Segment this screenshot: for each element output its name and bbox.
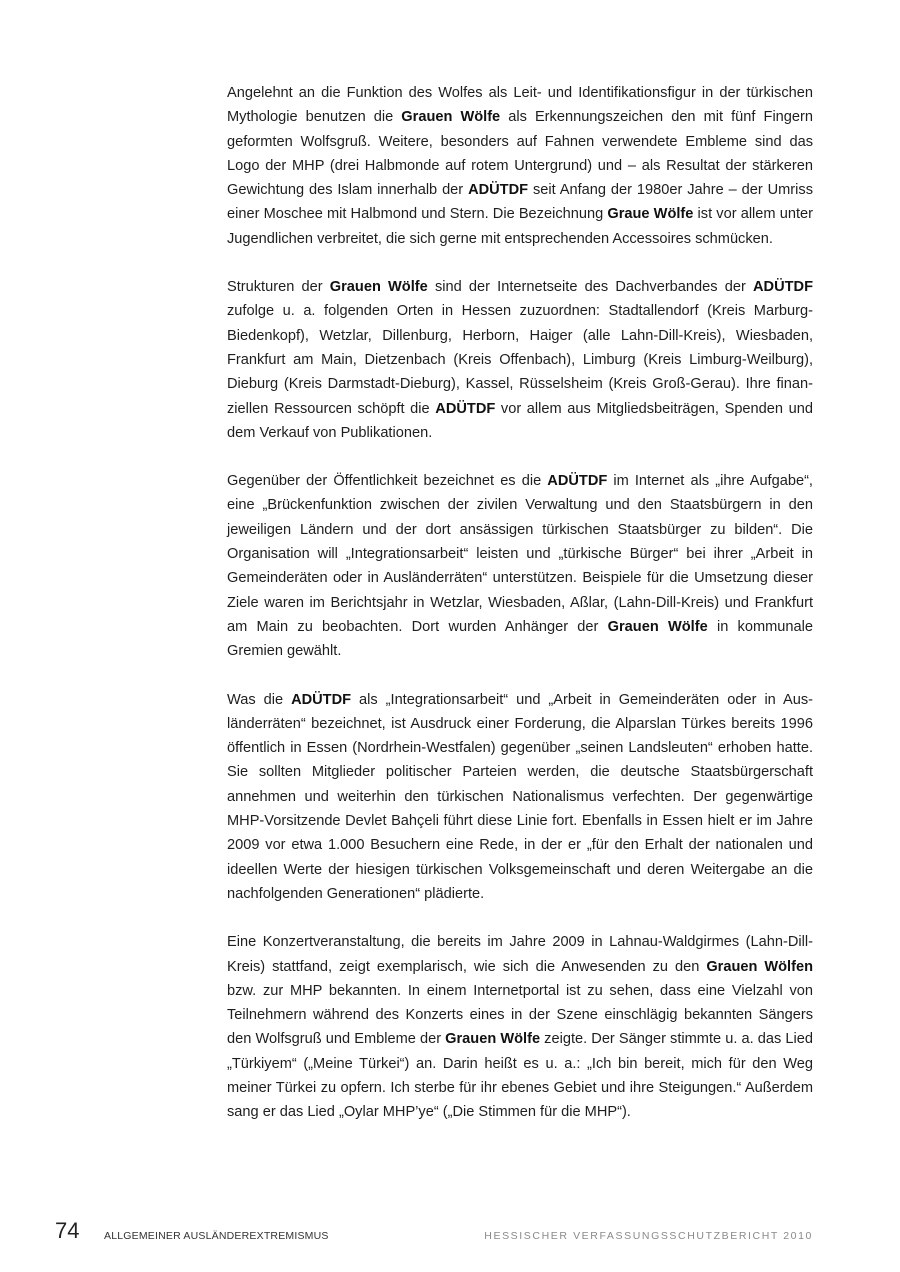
text-run: Angelehnt an die Funktion des Wolfes als Leit- und Identifikationsfigur in der türkischen Mythologie benutzen die <box>227 85 813 126</box>
paragraph <box>227 275 813 445</box>
text-run: bzw. zur MHP bekannten. In einem Internetportal ist zu sehen, dass eine Vielzahl von Teilnehmern während des Konzerts eines in der Szene einschlägig bekannten Sängers den Wolfsgruß und Embleme der <box>227 982 813 1048</box>
bold-term: Graue Wölfe <box>607 206 694 223</box>
text-run: zeigte. Der Sänger stimmte u. a. das Lied „Türkiyem“ („Meine Türkei“) an. Darin heißt es u. a.: „Ich bin bereit, mich für den Weg meiner Türkei zu opfern. Ich sterbe für ihr ebenes Gebiet und ihre Steigungen.“ Außerdem sang er das Lied „Oylar MHP’ye“ („Die Stimmen für die MHP“). <box>227 1031 813 1121</box>
text-run: ist vor allem unter Jugendlichen verbreitet, die sich gerne mit entsprechenden Accessoires schmücken. <box>227 206 813 247</box>
section-title: ALLGEMEINER AUSLÄNDEREXTREMISMUS <box>104 1230 329 1242</box>
paragraph <box>227 930 813 1124</box>
text-run: in kommunale Gremien gewählt. <box>227 618 813 660</box>
text-run: sind der Internetseite des Dachverbandes der <box>427 279 754 296</box>
bold-term: Grauen Wölfe <box>401 109 501 126</box>
bold-term: Grauen Wölfe <box>607 618 708 635</box>
page-number: 74 <box>55 1218 80 1243</box>
bold-term: ADÜTDF <box>468 182 529 199</box>
bold-term: Grauen Wölfe <box>329 279 428 296</box>
bold-term: ADÜTDF <box>547 473 608 490</box>
text-run: vor allem aus Mitgliedsbeiträgen, Spenden und dem Verkauf von Publikationen. <box>227 400 813 441</box>
paragraph <box>227 469 813 663</box>
bold-term: Grauen Wölfe <box>445 1031 541 1048</box>
text-run: seit Anfang der 1980er Jahre – der Umriss einer Moschee mit Halbmond und Stern. Die Bezeichnung <box>227 182 813 223</box>
text-run: zufolge u. a. folgenden Orten in Hessen zuzuordnen: Stadtallendorf (Kreis Marburg-Biedenkopf), Wetzlar, Dillenburg, Herborn, Haiger (alle Lahn-Dill-Kreis), Wiesbaden, Frankfurt am Main, Dietzenbach (Kreis Offenbach), Limburg (Kreis Limburg-Weilburg), Dieburg (Kreis Darmstadt-Dieburg), Kassel, Rüsselsheim (Kreis Groß-Gerau). Ihre finanziellen Ressourcen schöpft die <box>227 303 813 417</box>
body-text <box>227 81 813 1149</box>
text-run: Was die <box>227 691 292 708</box>
text-run: Eine Konzertveranstaltung, die bereits im Jahre 2009 in Lahnau-Waldgirmes (Lahn-Dill-Kreis) stattfand, zeigt exemplarisch, wie sich die Anwesenden zu den <box>227 934 813 975</box>
bold-term: ADÜTDF <box>753 279 814 296</box>
text-run: als „Integrationsarbeit“ und „Arbeit in Gemeinderäten oder in Ausländerräten“ bezeichnet, ist Ausdruck einer Forderung, die Alparslan Türkes bereits 1996 öffentlich in Essen (Nordrhein-Westfalen) gegenüber „seinen Landsleuten“ erhoben hatte. Sie sollten Mitglieder politischer Parteien werden, die deutsche Staatsbürgerschaft annehmen und weiterhin den türkischen Nationalismus verfechten. Der gegenwärtige MHP-Vorsitzende Devlet Bahçeli führt diese Linie fort. Ebenfalls in Essen hielt er im Jahre 2009 vor etwa 1.000 Besuchern eine Rede, in der er „für den Erhalt der nationalen und ideellen Werte der hiesigen türkischen Volksgemeinschaft und deren Weitergabe an die nachfolgenden Generationen“ plädierte. <box>227 691 813 902</box>
report-title: HESSISCHER VERFASSUNGSSCHUTZBERICHT 2010 <box>484 1230 813 1242</box>
bold-term: ADÜTDF <box>435 400 496 417</box>
page-footer <box>0 1218 900 1254</box>
text-run: im Internet als „ihre Aufgabe“, eine „Brückenfunktion zwischen der zivilen Verwaltung und den Staatsbürgern in den jeweiligen Ländern und der dort ansässigen türkischen Staatsbürger zu bilden“. Die Organisation will „Integrationsarbeit“ leisten und „türkische Bürger“ bei ihrer „Arbeit in Gemeinderäten oder in Ausländerräten“ unterstützen. Beispiele für die Umsetzung dieser Ziele waren im Berichtsjahr in Wetzlar, Wiesbaden, Aßlar, (Lahn-Dill-Kreis) und Frankfurt am Main zu beobachten. Dort wurden Anhänger der <box>227 473 813 635</box>
bold-term: ADÜTDF <box>291 691 352 708</box>
text-run: als Erkennungszeichen den mit fünf Fingern geformten Wolfsgruß. Weitere, besonders auf Fahnen verwendete Embleme sind das Logo der MHP (drei Halbmonde auf rotem Untergrund) und – als Resultat der stärkeren Gewichtung des Islam innerhalb der <box>227 109 814 199</box>
paragraph <box>227 688 813 907</box>
bold-term: Grauen Wölfen <box>706 958 814 975</box>
text-run: Gegenüber der Öffentlichkeit bezeichnet es die <box>227 473 548 490</box>
text-run: Strukturen der <box>227 279 330 296</box>
paragraph <box>227 81 813 251</box>
